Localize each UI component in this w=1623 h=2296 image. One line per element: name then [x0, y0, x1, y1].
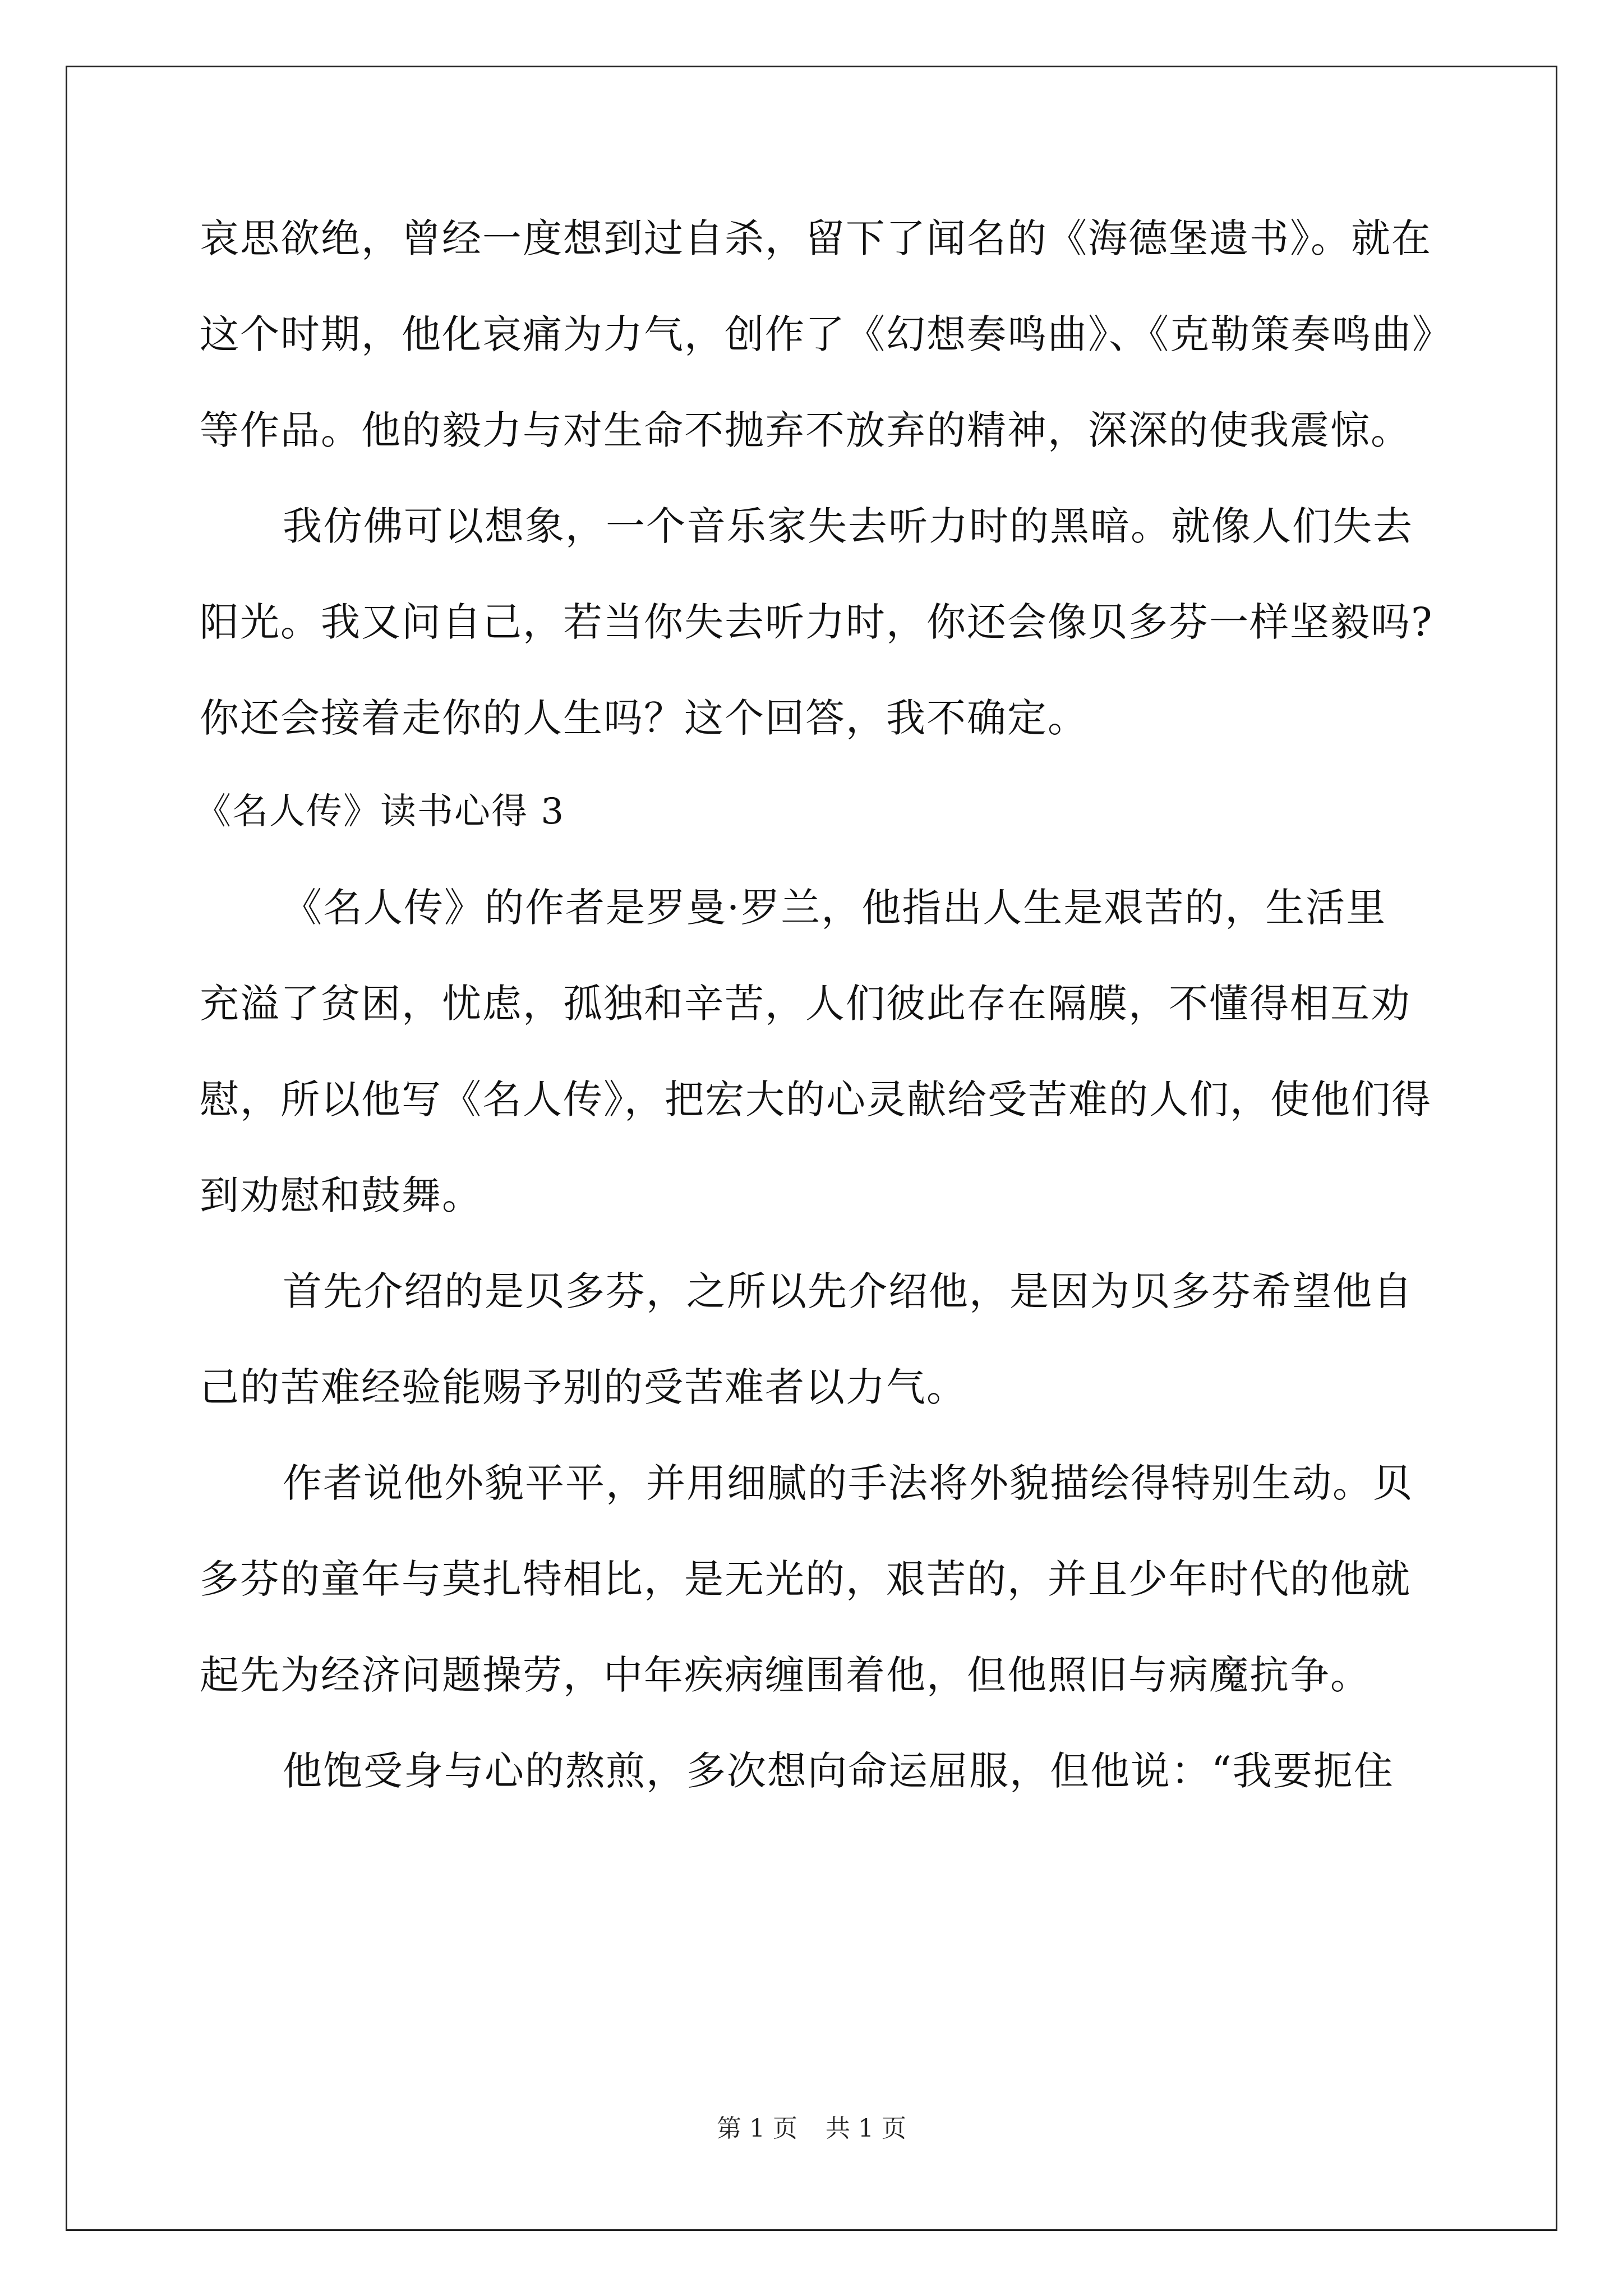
- text-line: 哀思欲绝，曾经一度想到过自杀，留下了闻名的《海德堡遗书》。就在: [200, 215, 1432, 261]
- text-line: 等作品。他的毅力与对生命不抛弃不放弃的精神，深深的使我震惊。: [200, 407, 1411, 453]
- text-line: 首先介绍的是贝多芬，之所以先介绍他，是因为贝多芬希望他自: [283, 1268, 1413, 1314]
- text-line: 多芬的童年与莫扎特相比，是无光的，艰苦的，并且少年时代的他就: [200, 1556, 1411, 1602]
- page-total: 共 1 页: [826, 2114, 906, 2143]
- text-line: 我仿佛可以想象，一个音乐家失去听力时的黑暗。就像人们失去: [283, 503, 1413, 549]
- text-line: 起先为经济问题操劳，中年疾病缠围着他，但他照旧与病魔抗争。: [200, 1652, 1371, 1698]
- page-number: 第 1 页: [717, 2114, 797, 2143]
- text-line: 充溢了贫困，忧虑，孤独和辛苦，人们彼此存在隔膜，不懂得相互劝: [200, 981, 1411, 1027]
- text-line: 他饱受身与心的熬煎，多次想向命运屈服，但他说：“我要扼住: [283, 1748, 1394, 1794]
- text-line: 《名人传》的作者是罗曼·罗兰，他指出人生是艰苦的，生活里: [283, 885, 1387, 931]
- page-footer: [0, 2112, 1623, 2146]
- text-line: 到劝慰和鼓舞。: [200, 1172, 482, 1218]
- text-line: 作者说他外貌平平，并用细腻的手法将外貌描绘得特别生动。贝: [283, 1460, 1413, 1506]
- text-line: 阳光。我又问自己，若当你失去听力时，你还会像贝多芬一样坚毅吗?: [200, 599, 1433, 645]
- section-heading: 《名人传》读书心得 3: [195, 791, 565, 832]
- text-line: 这个时期，他化哀痛为力气，创作了《幻想奏鸣曲》、《克勒策奏鸣曲》: [200, 311, 1453, 357]
- page-border: [66, 66, 1557, 2231]
- text-line: 你还会接着走你的人生吗？这个回答，我不确定。: [200, 695, 1088, 741]
- text-line: 慰，所以他写《名人传》，把宏大的心灵献给受苦难的人们，使他们得: [200, 1076, 1432, 1122]
- text-line: 己的苦难经验能赐予别的受苦难者以力气。: [200, 1364, 967, 1410]
